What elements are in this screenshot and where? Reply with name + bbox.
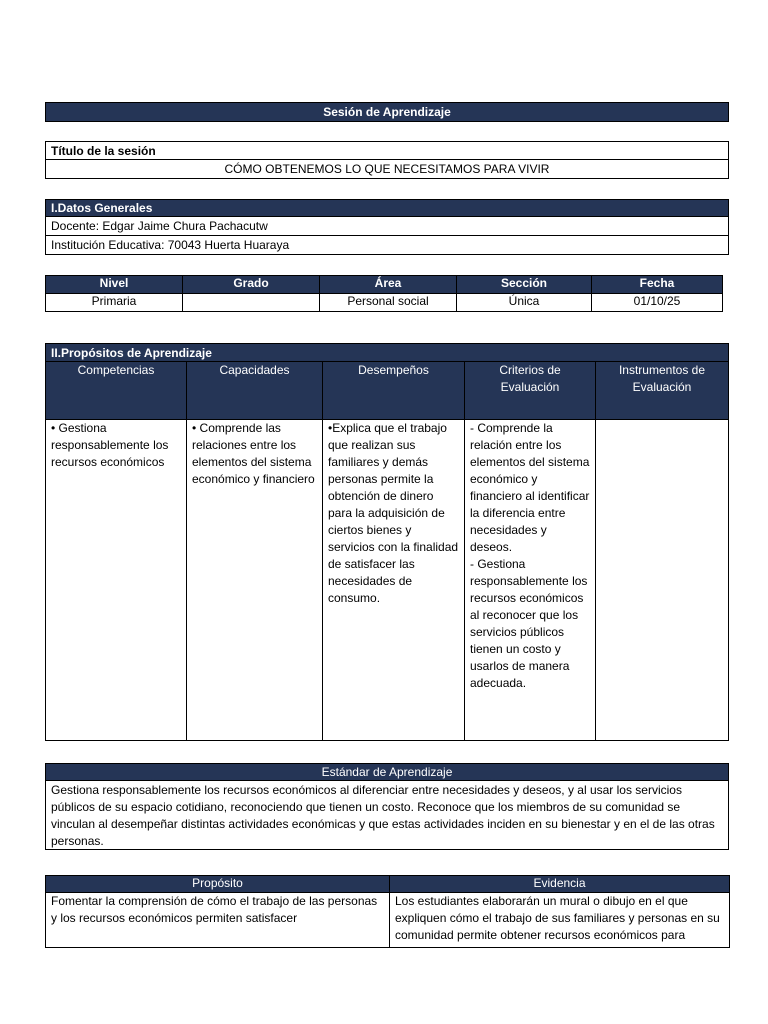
session-header: Sesión de Aprendizaje — [45, 102, 729, 122]
title-label: Título de la sesión — [45, 141, 729, 160]
cell-desempenos: •Explica que el trabajo que realizan sus familiares y demás personas permite la obtención de dinero para la adquisición de ciertos bienes y servicios con la finalidad de satisfacer las necesidades de consumo. — [323, 420, 465, 741]
col-competencias: Competencias — [46, 362, 187, 420]
cell-competencias: • Gestiona responsablemente los recursos económicos — [46, 420, 187, 741]
standard-block — [45, 763, 729, 850]
general-data-header: I.Datos Generales — [45, 199, 729, 217]
title-block — [45, 141, 729, 179]
teacher-row: Docente: Edgar Jaime Chura Pachacutw — [45, 217, 729, 236]
value-grado — [183, 294, 320, 312]
col-instrumentos: Instrumentos de Evaluación — [596, 362, 729, 420]
purpose-text: Fomentar la comprensión de cómo el trabajo de las personas y los recursos económicos permiten satisfacer — [46, 893, 390, 948]
value-nivel: Primaria — [46, 294, 183, 312]
standard-header: Estándar de Aprendizaje — [45, 763, 729, 781]
value-area: Personal social — [320, 294, 457, 312]
institution-row: Institución Educativa: 70043 Huerta Huaraya — [45, 236, 729, 255]
evidence-text: Los estudiantes elaborarán un mural o dibujo en el que expliquen cómo el trabajo de sus familiares y personas en su comunidad permite obtener recursos económicos para — [390, 893, 730, 948]
header-area: Área — [320, 276, 457, 294]
general-data-block — [45, 199, 729, 255]
col-criterios: Criterios de Evaluación — [465, 362, 596, 420]
header-seccion: Sección — [457, 276, 592, 294]
purposes-header: II.Propósitos de Aprendizaje — [45, 343, 729, 362]
header-nivel: Nivel — [46, 276, 183, 294]
standard-text: Gestiona responsablemente los recursos económicos al diferenciar entre necesidades y deseos, y al usar los servicios públicos de su espacio cotidiano, reconociendo que tienen un costo. Reconoce que los miembros de su comunidad se vinculan al desempeñar distintas actividades económicas y que estas actividades inciden en su bienestar y en el de las otras personas. — [45, 781, 729, 850]
purposes-block — [45, 343, 729, 741]
title-value: CÓMO OBTENEMOS LO QUE NECESITAMOS PARA VIVIR — [45, 160, 729, 179]
header-grado: Grado — [183, 276, 320, 294]
purpose-evidence-table — [45, 875, 730, 948]
cell-instrumentos — [596, 420, 729, 741]
cell-criterios: - Comprende la relación entre los elementos del sistema económico y financiero al identificar la diferencia entre necesidades y deseos. - Gestiona responsablemente los recursos económicos al reconocer que los servicios públicos tienen un costo y usarlos de manera adecuada. — [465, 420, 596, 741]
purpose-header: Propósito — [46, 876, 390, 893]
col-desempenos: Desempeños — [323, 362, 465, 420]
col-capacidades: Capacidades — [187, 362, 323, 420]
info-table — [45, 275, 723, 312]
evidence-header: Evidencia — [390, 876, 730, 893]
header-fecha: Fecha — [592, 276, 723, 294]
value-seccion: Única — [457, 294, 592, 312]
cell-capacidades: • Comprende las relaciones entre los elementos del sistema económico y financiero — [187, 420, 323, 741]
value-fecha: 01/10/25 — [592, 294, 723, 312]
